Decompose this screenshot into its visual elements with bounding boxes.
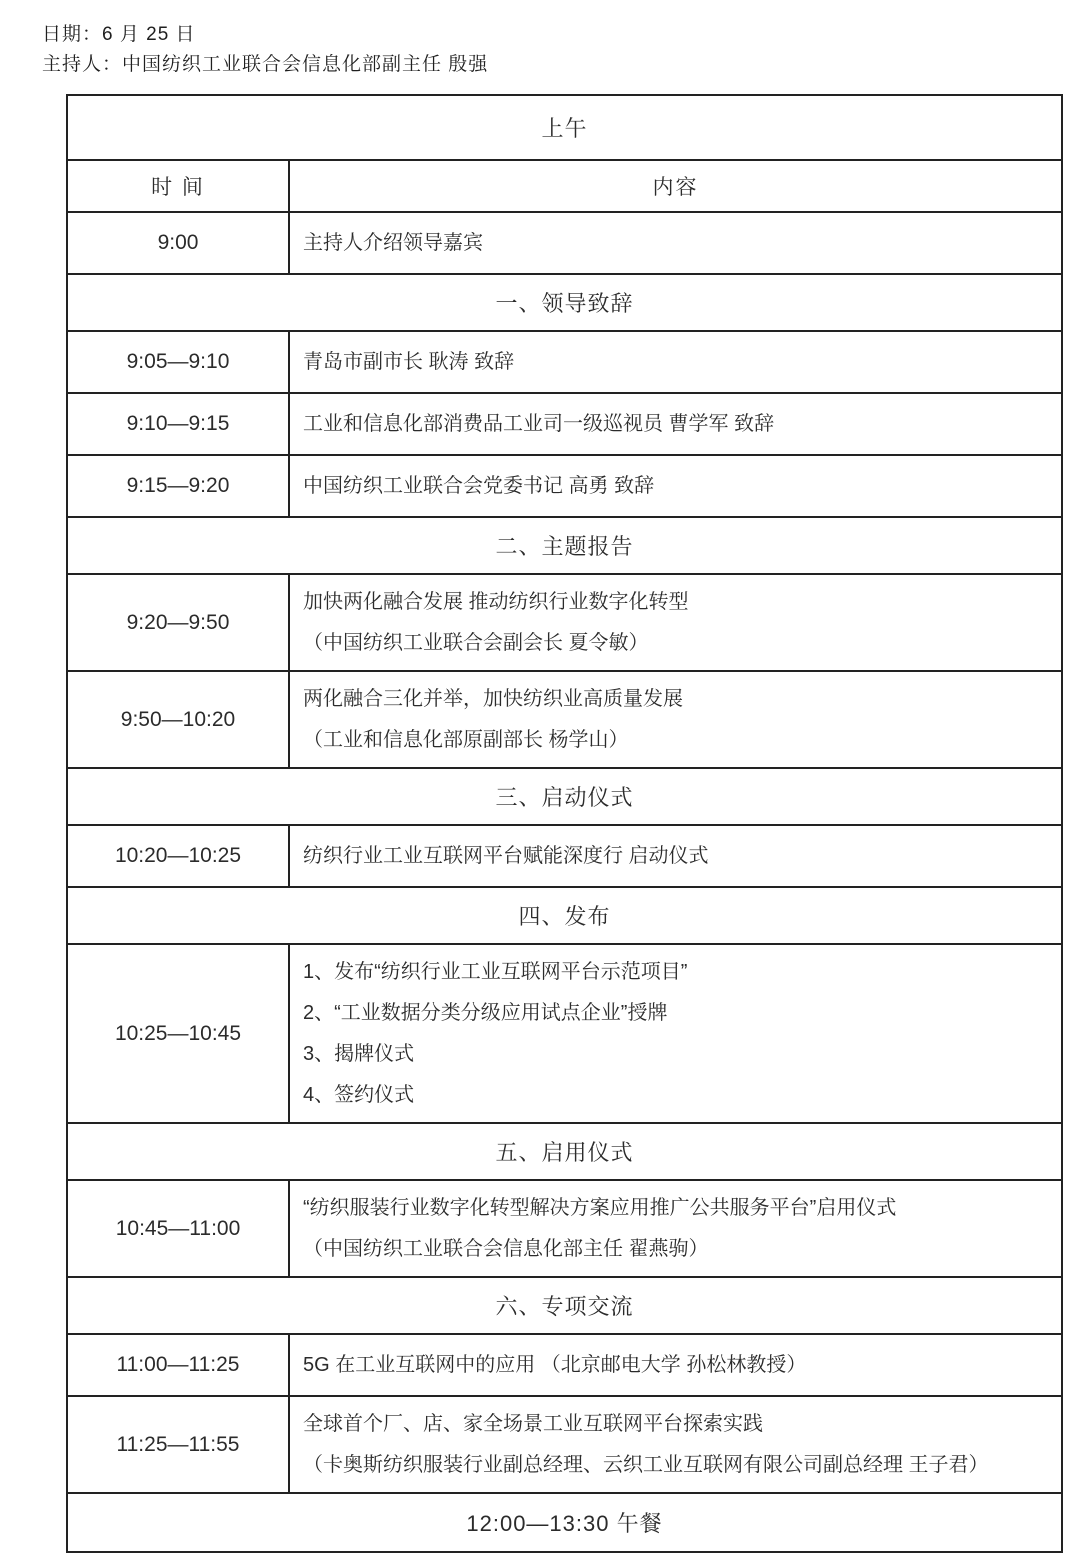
content-line: 5G 在工业互联网中的应用 （北京邮电大学 孙松林教授） xyxy=(303,1354,807,1376)
content-cell xyxy=(289,574,1062,671)
content-cell xyxy=(289,331,1062,393)
content-line: （卡奥斯纺织服装行业副总经理、云织工业互联网有限公司副总经理 王子君） xyxy=(303,1454,989,1476)
time-cell: 10:20—10:25 xyxy=(67,825,289,887)
agenda-item-row xyxy=(67,671,1062,768)
content-line: 纺织行业工业互联网平台赋能深度行 启动仪式 xyxy=(303,845,709,867)
agenda-item-row xyxy=(67,331,1062,393)
content-line: “纺织服装行业数字化转型解决方案应用推广公共服务平台”启用仪式 xyxy=(303,1197,897,1219)
session-title: 上午 xyxy=(67,95,1062,160)
agenda-item-row xyxy=(67,944,1062,1123)
section-title: 二、主题报告 xyxy=(67,517,1062,574)
section-title: 一、领导致辞 xyxy=(67,274,1062,331)
content-line: 加快两化融合发展 推动纺织行业数字化转型 xyxy=(303,591,689,613)
content-cell xyxy=(289,671,1062,768)
content-line: 两化融合三化并举，加快纺织业高质量发展 xyxy=(303,688,683,710)
content-line: 1、发布“纺织行业工业互联网平台示范项目” xyxy=(303,961,688,983)
content-line: 全球首个厂、店、家全场景工业互联网平台探索实践 xyxy=(303,1413,763,1435)
section-row xyxy=(67,1277,1062,1334)
content-line: 4、签约仪式 xyxy=(303,1084,415,1106)
agenda-item-row xyxy=(67,1334,1062,1396)
lunch-row xyxy=(67,1493,1062,1552)
content-cell xyxy=(289,212,1062,274)
section-title: 六、专项交流 xyxy=(67,1277,1062,1334)
time-cell: 11:00—11:25 xyxy=(67,1334,289,1396)
agenda-item-row xyxy=(67,393,1062,455)
section-title: 四、发布 xyxy=(67,887,1062,944)
time-cell: 9:15—9:20 xyxy=(67,455,289,517)
time-cell: 10:45—11:00 xyxy=(67,1180,289,1277)
host-line: 主持人：中国纺织工业联合会信息化部副主任 殷强 xyxy=(42,54,489,75)
content-cell xyxy=(289,825,1062,887)
time-cell: 9:50—10:20 xyxy=(67,671,289,768)
agenda-item-row xyxy=(67,825,1062,887)
content-cell xyxy=(289,1396,1062,1493)
date-line: 日期：6 月 25 日 xyxy=(42,24,196,45)
content-line: 主持人介绍领导嘉宾 xyxy=(303,232,483,254)
section-row xyxy=(67,274,1062,331)
time-column-header: 时 间 xyxy=(67,160,289,212)
time-cell: 9:20—9:50 xyxy=(67,574,289,671)
content-line: 青岛市副市长 耿涛 致辞 xyxy=(303,351,515,373)
section-row xyxy=(67,887,1062,944)
content-line: （工业和信息化部原副部长 杨学山） xyxy=(303,729,629,751)
session-header-row xyxy=(67,95,1062,160)
agenda-item-row xyxy=(67,212,1062,274)
content-cell xyxy=(289,455,1062,517)
time-cell: 9:00 xyxy=(67,212,289,274)
content-line: 中国纺织工业联合会党委书记 高勇 致辞 xyxy=(303,475,655,497)
section-title: 三、启动仪式 xyxy=(67,768,1062,825)
agenda-item-row xyxy=(67,574,1062,671)
content-column-header: 内容 xyxy=(289,160,1062,212)
agenda-item-row xyxy=(67,455,1062,517)
content-line: （中国纺织工业联合会副会长 夏令敏） xyxy=(303,632,649,654)
agenda-item-row xyxy=(67,1180,1062,1277)
content-line: 工业和信息化部消费品工业司一级巡视员 曹学军 致辞 xyxy=(303,413,775,435)
agenda-item-row xyxy=(67,1396,1062,1493)
time-cell: 9:05—9:10 xyxy=(67,331,289,393)
content-line: 3、揭牌仪式 xyxy=(303,1043,415,1065)
content-cell xyxy=(289,1334,1062,1396)
column-header-row xyxy=(67,160,1062,212)
content-line: （中国纺织工业联合会信息化部主任 翟燕驹） xyxy=(303,1238,709,1260)
doc-header xyxy=(0,0,1080,80)
content-cell xyxy=(289,393,1062,455)
section-row xyxy=(67,768,1062,825)
time-cell: 11:25—11:55 xyxy=(67,1396,289,1493)
content-cell xyxy=(289,1180,1062,1277)
time-cell: 9:10—9:15 xyxy=(67,393,289,455)
section-row xyxy=(67,517,1062,574)
lunch-label: 12:00—13:30 午餐 xyxy=(67,1493,1062,1552)
agenda-table xyxy=(66,94,1063,1553)
content-line: 2、“工业数据分类分级应用试点企业”授牌 xyxy=(303,1002,668,1024)
section-row xyxy=(67,1123,1062,1180)
section-title: 五、启用仪式 xyxy=(67,1123,1062,1180)
time-cell: 10:25—10:45 xyxy=(67,944,289,1123)
content-cell xyxy=(289,944,1062,1123)
